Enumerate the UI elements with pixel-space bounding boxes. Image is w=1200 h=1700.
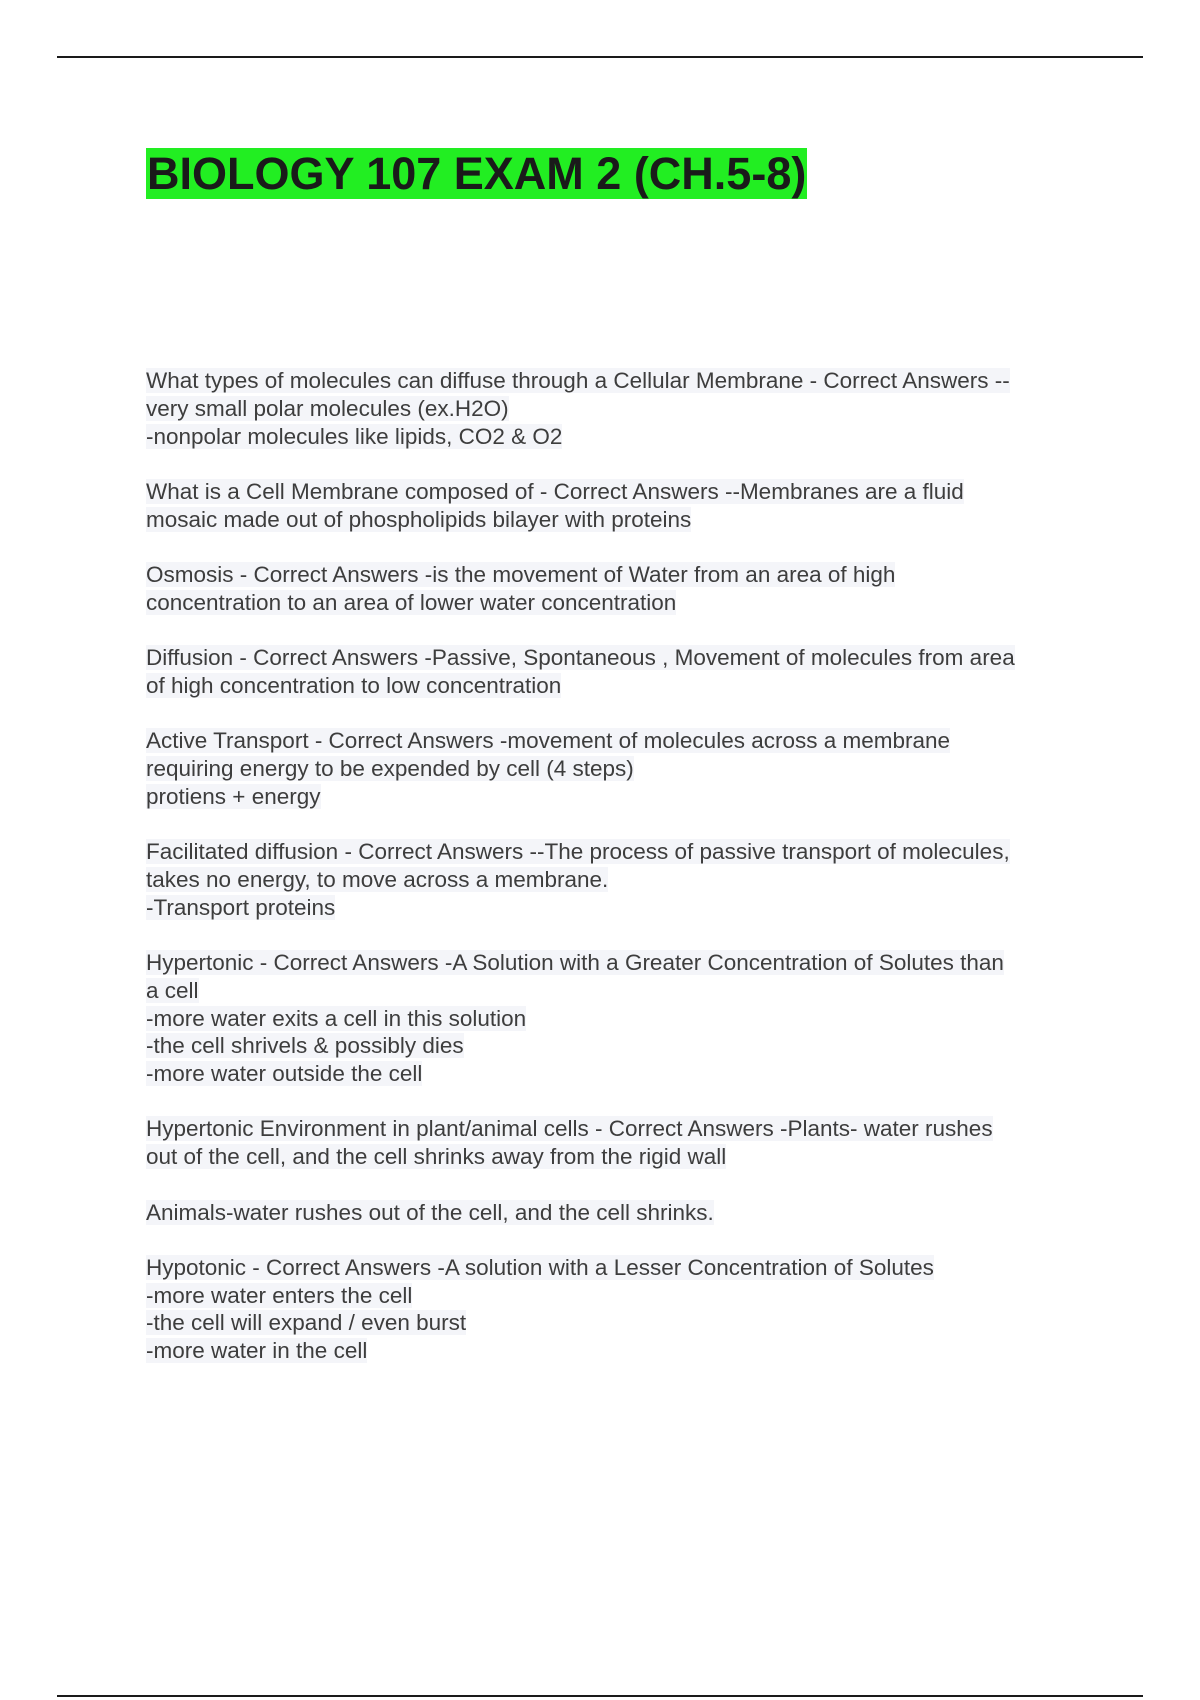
header-rule	[57, 56, 1143, 58]
qa-line-text: Animals-water rushes out of the cell, and the cell shrinks.	[146, 1199, 714, 1225]
qa-line	[146, 423, 1086, 451]
qa-line-text: What types of molecules can diffuse through a Cellular Membrane - Correct Answers --	[146, 368, 1010, 393]
qa-line-text: Facilitated diffusion - Correct Answers --The process of passive transport of molecules,	[146, 839, 1010, 865]
qa-line-text: -more water enters the cell	[146, 1282, 413, 1308]
qa-line	[146, 672, 1086, 700]
qa-entry	[146, 1199, 1086, 1227]
qa-line-text: Osmosis - Correct Answers -is the movement of Water from an area of high	[146, 561, 896, 587]
qa-entry	[146, 1254, 1086, 1365]
qa-line	[146, 1282, 1086, 1310]
qa-line	[146, 589, 1086, 617]
qa-line	[146, 977, 1086, 1005]
qa-line-text: protiens + energy	[146, 783, 321, 809]
qa-line	[146, 1115, 1086, 1143]
qa-entry	[146, 478, 1086, 534]
qa-line	[146, 1199, 1086, 1227]
qa-line	[146, 1060, 1086, 1088]
qa-line-text: Active Transport - Correct Answers -movement of molecules across a membrane	[146, 728, 951, 754]
qa-line-text: What is a Cell Membrane composed of - Correct Answers --Membranes are a fluid	[146, 478, 964, 504]
qa-line-text: mosaic made out of phospholipids bilayer with proteins	[146, 506, 692, 532]
qa-line	[146, 395, 1086, 423]
qa-line	[146, 1005, 1086, 1033]
qa-line-text: out of the cell, and the cell shrinks away from the rigid wall	[146, 1144, 727, 1170]
document-title-text: BIOLOGY 107 EXAM 2 (CH.5-8)	[147, 148, 807, 199]
qa-line	[146, 1032, 1086, 1060]
qa-line	[146, 561, 1086, 589]
qa-line	[146, 367, 1086, 395]
qa-line-text: requiring energy to be expended by cell (4 steps)	[146, 755, 634, 781]
qa-line-text: -more water exits a cell in this solution	[146, 1005, 527, 1031]
qa-line-text: -the cell will expand / even burst	[146, 1310, 467, 1336]
qa-entry	[146, 838, 1086, 921]
qa-entry	[146, 1115, 1086, 1171]
qa-line	[146, 478, 1086, 506]
qa-line-text: a cell	[146, 977, 199, 1003]
qa-entry	[146, 561, 1086, 617]
qa-entry	[146, 644, 1086, 700]
qa-list	[146, 367, 1086, 1393]
qa-line	[146, 506, 1086, 534]
qa-line-text: -nonpolar molecules like lipids, CO2 & O2	[146, 423, 563, 449]
qa-line-text: of high concentration to low concentration	[146, 672, 562, 698]
qa-line	[146, 727, 1086, 755]
qa-line	[146, 1143, 1086, 1171]
qa-line	[146, 894, 1086, 922]
qa-line-text: Hypertonic - Correct Answers -A Solution with a Greater Concentration of Solutes than	[146, 949, 1004, 975]
qa-line-text: -more water in the cell	[146, 1338, 368, 1364]
qa-line-text: -more water outside the cell	[146, 1061, 423, 1087]
qa-line-text: -the cell shrivels & possibly dies	[146, 1033, 464, 1059]
qa-entry	[146, 727, 1086, 810]
qa-line-text: -Transport proteins	[146, 894, 336, 920]
qa-line	[146, 866, 1086, 894]
qa-entry	[146, 949, 1086, 1088]
document-title	[146, 146, 807, 202]
qa-line	[146, 949, 1086, 977]
qa-line	[146, 755, 1086, 783]
qa-line	[146, 644, 1086, 672]
footer-rule	[57, 1695, 1143, 1697]
qa-line-text: takes no energy, to move across a membrane.	[146, 866, 609, 892]
qa-line-text: concentration to an area of lower water concentration	[146, 589, 677, 615]
qa-line	[146, 783, 1086, 811]
qa-line-text: Diffusion - Correct Answers -Passive, Spontaneous , Movement of molecules from area	[146, 645, 1015, 671]
qa-line	[146, 838, 1086, 866]
qa-line-text: Hypertonic Environment in plant/animal cells - Correct Answers -Plants- water rushes	[146, 1116, 993, 1142]
qa-line	[146, 1309, 1086, 1337]
qa-line-text: Hypotonic - Correct Answers -A solution with a Lesser Concentration of Solutes	[146, 1254, 934, 1280]
qa-entry	[146, 367, 1086, 450]
qa-line-text: very small polar molecules (ex.H2O)	[146, 395, 509, 421]
qa-line	[146, 1254, 1086, 1282]
qa-line	[146, 1337, 1086, 1365]
